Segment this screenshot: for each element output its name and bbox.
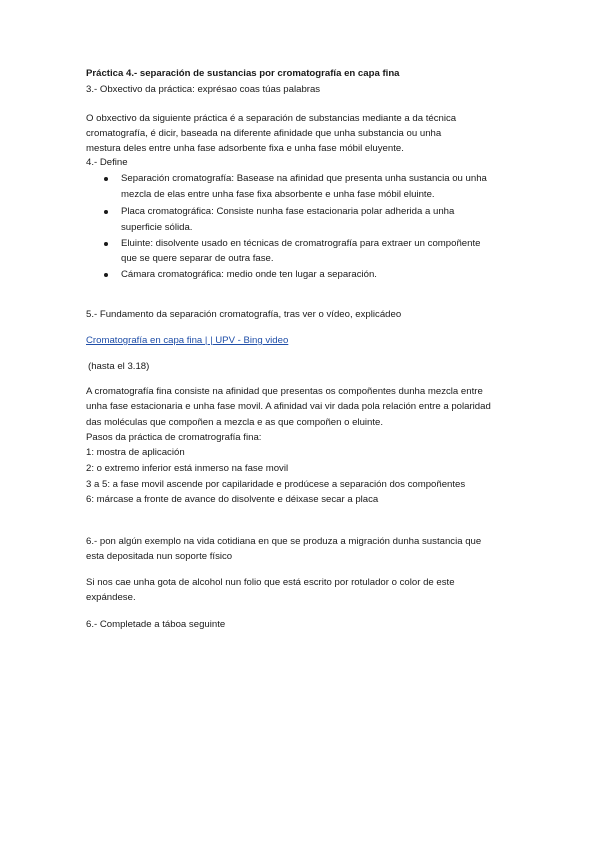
- q5-paragraph-line: das moléculas que compoñen a mezcla e as que compoñen o eluinte.: [86, 417, 384, 428]
- document-title: Práctica 4.- separación de sustancias por cromatografía en capa fina: [86, 68, 400, 79]
- q5-steps-line: 1: mostra de aplicación: [86, 447, 185, 458]
- q6-heading-line: 6.- pon algún exemplo na vida cotidiana en que se produza a migración dunha sustancia que: [86, 536, 482, 547]
- q5-steps-line: 6: márcase a fronte de avance do disolvente e déixase secar a placa: [86, 494, 379, 505]
- q4-bullet-line: mezcla de elas entre unha fase fixa absorbente e unha fase móbil eluinte.: [121, 189, 435, 200]
- q4-bullet-line: Separación cromatografía: Basease na afinidad que presenta unha sustancia ou unha: [121, 173, 487, 184]
- q3-heading: 3.- Obxectivo da práctica: exprésao coas túas palabras: [86, 84, 321, 95]
- bullet-icon: [104, 273, 108, 277]
- bullet-icon: [104, 210, 108, 214]
- bullet-icon: [104, 242, 108, 246]
- q4-bullet-line: que se quere separar de outra fase.: [121, 253, 274, 264]
- q4-bullet-line: Eluinte: disolvente usado en técnicas de cromatrografía para extraer un compoñente: [121, 238, 481, 249]
- q5-steps-line: 3 a 5: a fase movil ascende por capilaridade e prodúcese a separación dos compoñentes: [86, 479, 466, 490]
- q5-steps-line: Pasos da práctica de cromatrografía fina:: [86, 432, 262, 443]
- q4-bullet-line: Cámara cromatográfica: medio onde ten lugar a separación.: [121, 269, 377, 280]
- bullet-icon: [104, 177, 108, 181]
- video-link[interactable]: Cromatografía en capa fina | | UPV - Bing video: [86, 335, 289, 346]
- q6-answer-line: expándese.: [86, 592, 136, 603]
- video-link-wrapper: [86, 335, 288, 347]
- q4-bullet-line: Placa cromatográfica: Consiste nunha fase estacionaria polar adherida a unha: [121, 206, 455, 217]
- q3-answer-line: cromatografía, é dicir, baseada na diferente afinidade que unha substancia ou unha: [86, 128, 442, 139]
- q5-note: (hasta el 3.18): [88, 361, 150, 372]
- q4-bullet-line: superficie sólida.: [121, 222, 193, 233]
- q5-heading: 5.- Fundamento da separación cromatografía, tras ver o vídeo, explicádeo: [86, 309, 402, 320]
- q6-answer-line: Si nos cae unha gota de alcohol nun folio que está escrito por rotulador o color de este: [86, 577, 455, 588]
- q3-answer-line: O obxectivo da siguiente práctica é a separación de substancias mediante a da técnica: [86, 113, 457, 124]
- q6-heading-line: esta depositada nun soporte físico: [86, 551, 233, 562]
- q5-steps-line: 2: o extremo inferior está inmerso na fase movil: [86, 463, 289, 474]
- q4-heading: 4.- Define: [86, 157, 128, 168]
- q5-paragraph-line: A cromatografía fina consiste na afinidad que presentas os compoñentes dunha mezcla entre: [86, 386, 483, 397]
- q5-paragraph-line: unha fase estacionaria e unha fase movil. A afinidad vai vir dada pola relación entre a polaridad: [86, 401, 491, 412]
- q3-answer-line: mestura deles entre unha fase adsorbente fixa e unha fase móbil eluyente.: [86, 143, 404, 154]
- q6b-heading: 6.- Completade a táboa seguinte: [86, 619, 226, 630]
